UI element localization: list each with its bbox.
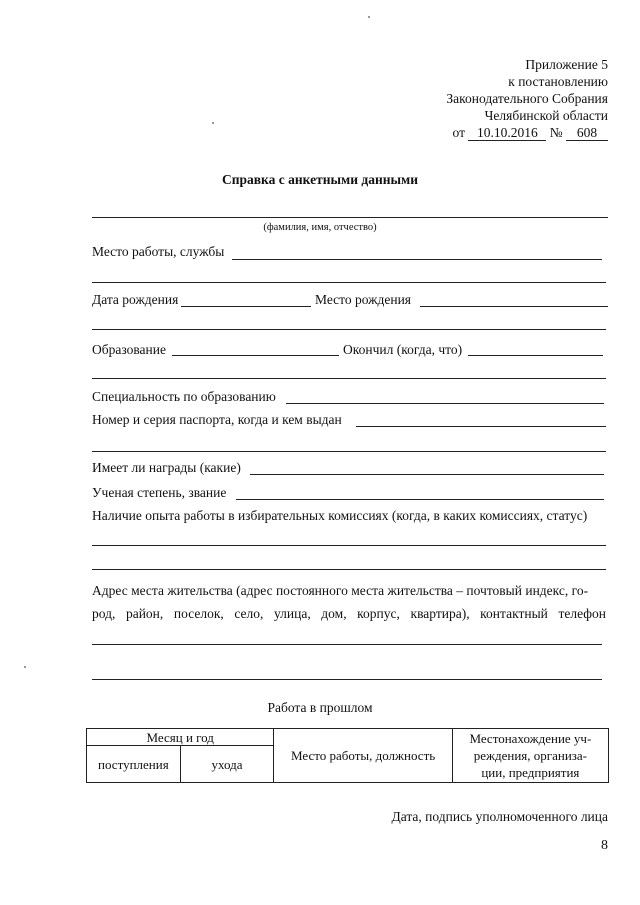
location-header-line3: ции, предприятия: [481, 765, 580, 780]
region-line: Челябинской области: [484, 108, 608, 123]
birth-place-label: Место рождения: [315, 292, 412, 307]
resolution-date: 10.10.2016: [468, 125, 546, 141]
workplace-label: Место работы, службы: [92, 244, 225, 259]
resolution-line: к постановлению: [508, 74, 608, 89]
specialty-label: Специальность по образованию: [92, 389, 276, 404]
number-label: №: [549, 125, 563, 140]
degree-label: Ученая степень, звание: [92, 485, 227, 500]
passport-field-line-2[interactable]: [92, 451, 606, 452]
past-work-table: [86, 728, 609, 783]
experience-field-line[interactable]: [92, 545, 606, 546]
address-field-line[interactable]: [92, 644, 602, 645]
degree-field-line[interactable]: [236, 499, 604, 500]
address-field-line-2[interactable]: [92, 679, 602, 680]
graduated-label: Окончил (когда, что): [343, 342, 463, 357]
birth-place-field-line-2[interactable]: [92, 329, 606, 330]
from-label: от: [452, 125, 465, 140]
past-work-heading: Работа в прошлом: [267, 700, 373, 715]
specialty-field-line[interactable]: [286, 403, 604, 404]
education-field-line[interactable]: [172, 355, 339, 356]
fio-field-line[interactable]: [92, 217, 608, 218]
passport-field-line[interactable]: [356, 426, 606, 427]
passport-label: Номер и серия паспорта, когда и кем выдан: [92, 412, 342, 427]
address-label-line2: род, район, поселок, село, улица, дом, корпус, квартира), контактный телефон: [92, 606, 606, 621]
workplace-field-line-2[interactable]: [92, 282, 606, 283]
date-number-line: [446, 124, 608, 141]
position-header: Место работы, должность: [274, 729, 452, 783]
page-number: 8: [601, 838, 608, 853]
assembly-line: Законодательного Собрания: [446, 91, 608, 106]
scan-speck: [212, 122, 214, 124]
table-header-row: [87, 729, 609, 746]
education-label: Образование: [92, 342, 166, 357]
graduated-field-line[interactable]: [468, 355, 603, 356]
appendix-line: Приложение 5: [525, 57, 608, 72]
scan-speck: [24, 666, 26, 668]
form-title: Справка с анкетными данными: [221, 172, 419, 187]
admission-header: поступления: [87, 746, 181, 783]
birth-date-field-line[interactable]: [181, 306, 311, 307]
experience-label: Наличие опыта работы в избирательных комиссиях (когда, в каких комиссиях, статус): [92, 508, 588, 523]
awards-field-line[interactable]: [250, 474, 604, 475]
awards-label: Имеет ли награды (какие): [92, 460, 241, 475]
appendix-header: [446, 56, 608, 141]
month-year-header: Месяц и год: [87, 729, 274, 746]
graduated-field-line-2[interactable]: [92, 378, 606, 379]
experience-field-line-2[interactable]: [92, 569, 606, 570]
location-header: [452, 729, 608, 783]
departure-header: ухода: [180, 746, 274, 783]
workplace-field-line[interactable]: [232, 259, 602, 260]
birth-place-field-line[interactable]: [420, 306, 608, 307]
location-header-line2: реждения, организа-: [473, 748, 588, 763]
signature-label: Дата, подпись уполномоченного лица: [391, 809, 608, 824]
location-header-line1: Местонахождение уч-: [469, 731, 592, 746]
resolution-number: 608: [566, 125, 608, 141]
address-label-line1: Адрес места жительства (адрес постоянного места жительства – почтовый индекс, го-: [92, 583, 589, 598]
birth-date-label: Дата рождения: [92, 292, 179, 307]
fio-caption: (фамилия, имя, отчество): [263, 222, 377, 233]
scan-speck: [368, 16, 370, 18]
